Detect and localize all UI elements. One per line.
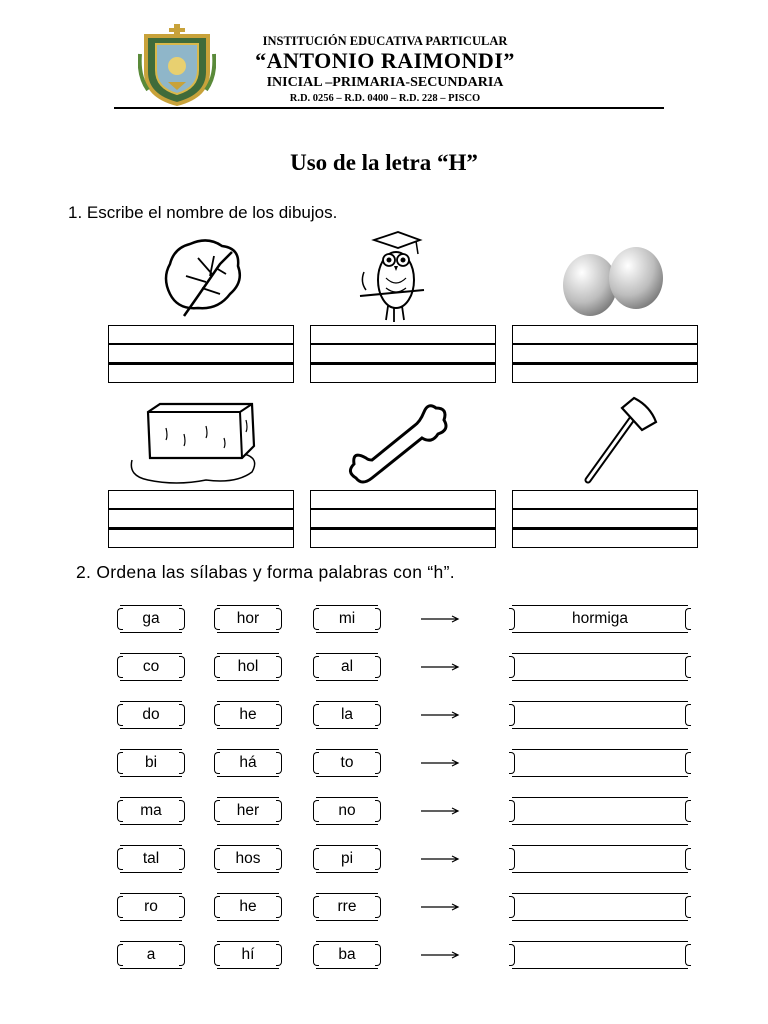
- syllable-card: hol: [217, 653, 279, 681]
- exercise-1-instruction: 1. Escribe el nombre de los dibujos.: [68, 203, 338, 222]
- answer-box[interactable]: [512, 701, 688, 729]
- resolution-numbers: R.D. 0256 – R.D. 0400 – R.D. 228 – PISCO: [289, 93, 481, 104]
- school-name: “ANTONIO RAIMONDI”: [255, 48, 515, 73]
- arrow-right-icon: [420, 614, 460, 624]
- syllable-card: la: [316, 701, 378, 729]
- leaf-icon: [160, 234, 246, 320]
- syllable-card: mi: [316, 605, 378, 633]
- writing-lines-axe[interactable]: [512, 490, 698, 548]
- page-title: Uso de la letra “H”: [290, 150, 478, 175]
- answer-box[interactable]: [512, 797, 688, 825]
- answer-box[interactable]: [512, 845, 688, 873]
- syllable-card: há: [217, 749, 279, 777]
- school-levels: INICIAL –PRIMARIA-SECUNDARIA: [266, 75, 504, 90]
- syllable-card: ba: [316, 941, 378, 969]
- syllable-card: he: [217, 701, 279, 729]
- arrow-right-icon: [420, 662, 460, 672]
- arrow-right-icon: [420, 854, 460, 864]
- syllable-card: co: [120, 653, 182, 681]
- arrow-right-icon: [420, 902, 460, 912]
- answer-box[interactable]: [512, 653, 688, 681]
- syllable-card: rre: [316, 893, 378, 921]
- eggs-icon: [560, 244, 666, 318]
- answer-box[interactable]: [512, 749, 688, 777]
- institution-type: INSTITUCIÓN EDUCATIVA PARTICULAR: [262, 34, 508, 48]
- answer-box[interactable]: hormiga: [512, 605, 688, 633]
- syllable-card: hor: [217, 605, 279, 633]
- syllable-card: ga: [120, 605, 182, 633]
- syllable-card: to: [316, 749, 378, 777]
- syllable-card: hí: [217, 941, 279, 969]
- syllable-card: al: [316, 653, 378, 681]
- syllable-card: pi: [316, 845, 378, 873]
- writing-lines-owl[interactable]: [310, 325, 496, 383]
- syllable-card: tal: [120, 845, 182, 873]
- syllable-card: do: [120, 701, 182, 729]
- syllable-card: her: [217, 797, 279, 825]
- axe-icon: [578, 394, 660, 486]
- arrow-right-icon: [420, 710, 460, 720]
- syllable-card: no: [316, 797, 378, 825]
- writing-lines-ice[interactable]: [108, 490, 294, 548]
- syllable-card: ma: [120, 797, 182, 825]
- exercise-2-instruction: 2. Ordena las sílabas y forma palabras con “h”.: [76, 562, 455, 582]
- syllable-card: bi: [120, 749, 182, 777]
- school-crest-icon: [138, 24, 216, 106]
- answer-box[interactable]: [512, 893, 688, 921]
- syllable-card: he: [217, 893, 279, 921]
- bone-icon: [344, 400, 454, 486]
- syllable-card: a: [120, 941, 182, 969]
- syllable-card: hos: [217, 845, 279, 873]
- writing-lines-leaf[interactable]: [108, 325, 294, 383]
- owl-icon: [358, 230, 426, 324]
- ice-block-icon: [126, 398, 260, 486]
- arrow-right-icon: [420, 950, 460, 960]
- writing-lines-eggs[interactable]: [512, 325, 698, 383]
- arrow-right-icon: [420, 806, 460, 816]
- arrow-right-icon: [420, 758, 460, 768]
- writing-lines-bone[interactable]: [310, 490, 496, 548]
- syllable-card: ro: [120, 893, 182, 921]
- header-divider: [114, 107, 664, 109]
- answer-box[interactable]: [512, 941, 688, 969]
